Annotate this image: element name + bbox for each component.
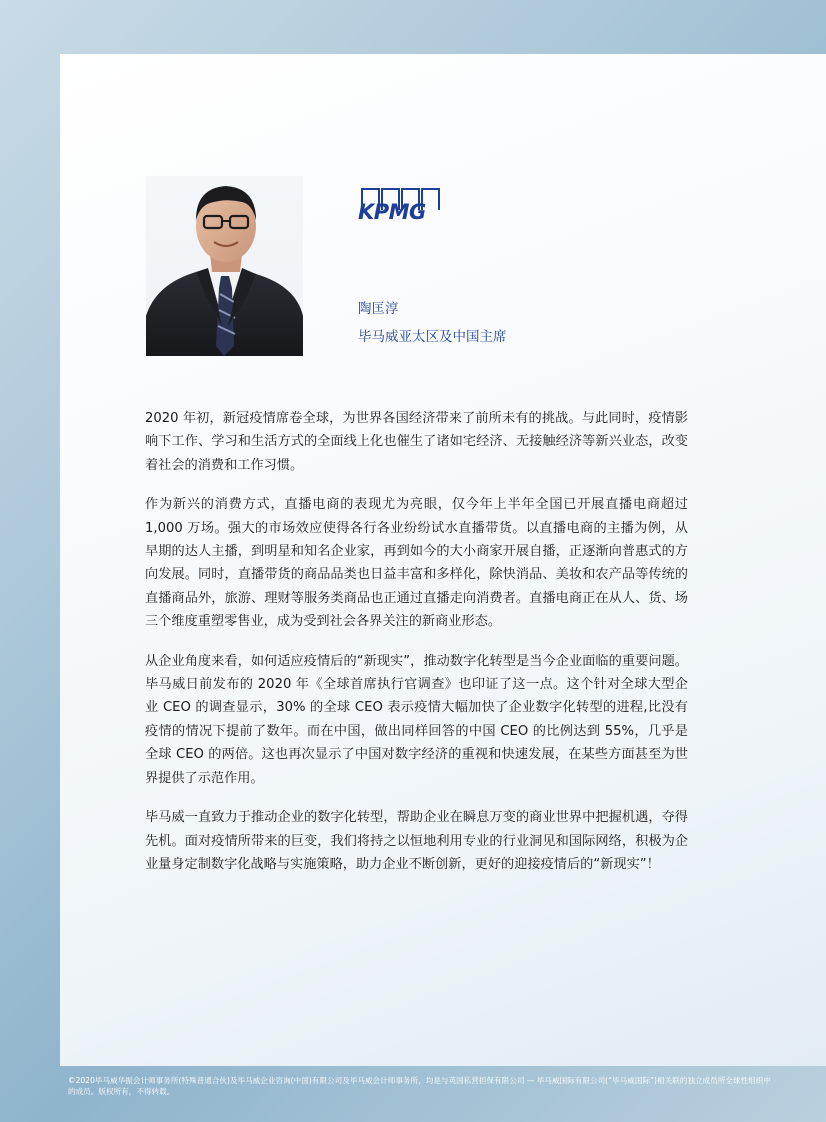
paragraph-1: 2020 年初，新冠疫情席卷全球，为世界各国经济带来了前所未有的挑战。与此同时，疫情影响下工作、学习和生活方式的全面线上化也催生了诸如宅经济、无接触经济等新兴业态，改变着社会的消费和工作习惯。	[145, 411, 688, 473]
portrait-photo	[146, 176, 303, 356]
paragraph-4: 毕马威一直致力于推动企业的数字化转型，帮助企业在瞬息万变的商业世界中把握机遇，夺得先机。面对疫情所带来的巨变，我们将持之以恒地利用专业的行业洞见和国际网络，积极为企业量身定制数字化战略与实施策略，助力企业不断创新，更好的迎接疫情后的“新现实”！	[145, 810, 688, 872]
letter-body	[145, 407, 688, 892]
kpmg-logo-text: KPMG	[358, 200, 426, 224]
kpmg-logo	[358, 186, 448, 232]
paragraph-3: 从企业角度来看，如何适应疫情后的“新现实”，推动数字化转型是当今企业面临的重要问题。毕马威日前发布的 2020 年《全球首席执行官调查》也印证了这一点。这个针对全球大型企业 CEO 的调查显示，30% 的全球 CEO 表示疫情大幅加快了企业数字化转型的进程,比没有疫情的情况下提前了数年。而在中国，做出同样回答的中国 CEO 的比例达到 55%，几乎是全球 CEO 的两倍。这也再次显示了中国对数字经济的重视和快速发展，在某些方面甚至为世界提供了示范作用。	[145, 653, 688, 786]
person-name: 陶匡淳	[358, 301, 399, 317]
paragraph-2: 作为新兴的消费方式，直播电商的表现尤为亮眼，仅今年上半年全国已开展直播电商超过 1,000 万场。强大的市场效应使得各行各业纷纷试水直播带货。以直播电商的主播为例，从早期的达人主播，到明星和知名企业家，再到如今的大小商家开展自播，正逐渐向普惠式的方向发展。同时，直播带货的商品品类也日益丰富和多样化，除快消品、美妆和农产品等传统的直播商品外，旅游、理财等服务类商品也正通过直播走向消费者。直播电商正在从人、货、场三个维度重塑零售业，成为受到社会各界关注的新商业形态。	[145, 497, 688, 630]
copyright-footer: ©2020毕马威华振会计师事务所(特殊普通合伙)及毕马威企业咨询(中国)有限公司及毕马威会计师事务所，均是与英国私营担保有限公司 — 毕马威国际有限公司(“毕马威国际”)相关联的独立成员所全球性组织中的成员。版权所有，不得转载。	[68, 1076, 771, 1096]
portrait-illustration	[146, 176, 303, 356]
person-title: 毕马威亚太区及中国主席	[358, 329, 507, 345]
letter-page	[60, 54, 826, 1066]
